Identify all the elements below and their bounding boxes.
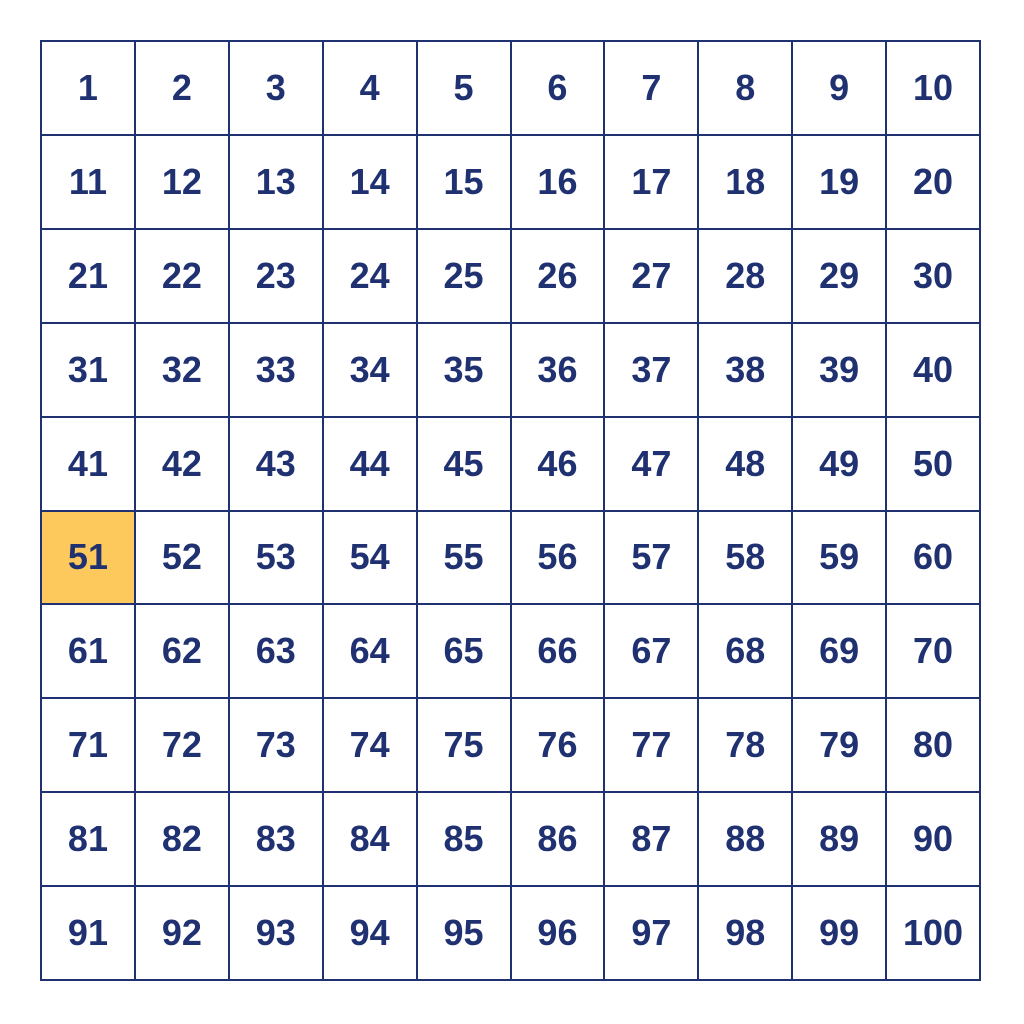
grid-cell-62[interactable]: 62 — [135, 604, 229, 698]
grid-cell-98[interactable]: 98 — [698, 886, 792, 980]
grid-cell-17[interactable]: 17 — [604, 135, 698, 229]
grid-cell-4[interactable]: 4 — [323, 41, 417, 135]
grid-cell-70[interactable]: 70 — [886, 604, 980, 698]
grid-cell-18[interactable]: 18 — [698, 135, 792, 229]
grid-cell-53[interactable]: 53 — [229, 511, 323, 605]
grid-cell-77[interactable]: 77 — [604, 698, 698, 792]
grid-cell-25[interactable]: 25 — [417, 229, 511, 323]
grid-cell-76[interactable]: 76 — [511, 698, 605, 792]
grid-cell-22[interactable]: 22 — [135, 229, 229, 323]
grid-cell-100[interactable]: 100 — [886, 886, 980, 980]
grid-cell-51-highlighted[interactable]: 51 — [41, 511, 135, 605]
grid-cell-15[interactable]: 15 — [417, 135, 511, 229]
grid-cell-60[interactable]: 60 — [886, 511, 980, 605]
grid-cell-90[interactable]: 90 — [886, 792, 980, 886]
grid-cell-42[interactable]: 42 — [135, 417, 229, 511]
grid-cell-34[interactable]: 34 — [323, 323, 417, 417]
grid-cell-73[interactable]: 73 — [229, 698, 323, 792]
grid-cell-29[interactable]: 29 — [792, 229, 886, 323]
grid-cell-91[interactable]: 91 — [41, 886, 135, 980]
grid-cell-24[interactable]: 24 — [323, 229, 417, 323]
grid-cell-31[interactable]: 31 — [41, 323, 135, 417]
grid-cell-39[interactable]: 39 — [792, 323, 886, 417]
grid-cell-56[interactable]: 56 — [511, 511, 605, 605]
grid-cell-85[interactable]: 85 — [417, 792, 511, 886]
grid-cell-44[interactable]: 44 — [323, 417, 417, 511]
grid-cell-71[interactable]: 71 — [41, 698, 135, 792]
grid-cell-75[interactable]: 75 — [417, 698, 511, 792]
grid-cell-45[interactable]: 45 — [417, 417, 511, 511]
grid-cell-96[interactable]: 96 — [511, 886, 605, 980]
hundred-chart-grid — [40, 40, 981, 981]
grid-cell-52[interactable]: 52 — [135, 511, 229, 605]
grid-cell-21[interactable]: 21 — [41, 229, 135, 323]
grid-cell-35[interactable]: 35 — [417, 323, 511, 417]
grid-cell-3[interactable]: 3 — [229, 41, 323, 135]
grid-cell-43[interactable]: 43 — [229, 417, 323, 511]
grid-cell-65[interactable]: 65 — [417, 604, 511, 698]
grid-cell-80[interactable]: 80 — [886, 698, 980, 792]
grid-cell-58[interactable]: 58 — [698, 511, 792, 605]
grid-cell-46[interactable]: 46 — [511, 417, 605, 511]
grid-cell-64[interactable]: 64 — [323, 604, 417, 698]
grid-cell-1[interactable]: 1 — [41, 41, 135, 135]
grid-cell-67[interactable]: 67 — [604, 604, 698, 698]
grid-cell-84[interactable]: 84 — [323, 792, 417, 886]
grid-cell-54[interactable]: 54 — [323, 511, 417, 605]
grid-cell-79[interactable]: 79 — [792, 698, 886, 792]
grid-cell-30[interactable]: 30 — [886, 229, 980, 323]
grid-cell-9[interactable]: 9 — [792, 41, 886, 135]
grid-cell-66[interactable]: 66 — [511, 604, 605, 698]
grid-cell-74[interactable]: 74 — [323, 698, 417, 792]
grid-cell-97[interactable]: 97 — [604, 886, 698, 980]
grid-cell-48[interactable]: 48 — [698, 417, 792, 511]
grid-cell-5[interactable]: 5 — [417, 41, 511, 135]
grid-cell-28[interactable]: 28 — [698, 229, 792, 323]
grid-cell-13[interactable]: 13 — [229, 135, 323, 229]
grid-cell-32[interactable]: 32 — [135, 323, 229, 417]
grid-cell-10[interactable]: 10 — [886, 41, 980, 135]
grid-cell-99[interactable]: 99 — [792, 886, 886, 980]
grid-cell-40[interactable]: 40 — [886, 323, 980, 417]
grid-cell-92[interactable]: 92 — [135, 886, 229, 980]
grid-cell-37[interactable]: 37 — [604, 323, 698, 417]
grid-cell-61[interactable]: 61 — [41, 604, 135, 698]
grid-cell-27[interactable]: 27 — [604, 229, 698, 323]
grid-cell-57[interactable]: 57 — [604, 511, 698, 605]
grid-cell-14[interactable]: 14 — [323, 135, 417, 229]
grid-cell-82[interactable]: 82 — [135, 792, 229, 886]
grid-cell-38[interactable]: 38 — [698, 323, 792, 417]
grid-cell-36[interactable]: 36 — [511, 323, 605, 417]
grid-cell-8[interactable]: 8 — [698, 41, 792, 135]
grid-cell-88[interactable]: 88 — [698, 792, 792, 886]
grid-cell-87[interactable]: 87 — [604, 792, 698, 886]
grid-cell-33[interactable]: 33 — [229, 323, 323, 417]
grid-cell-59[interactable]: 59 — [792, 511, 886, 605]
grid-cell-7[interactable]: 7 — [604, 41, 698, 135]
grid-cell-78[interactable]: 78 — [698, 698, 792, 792]
grid-cell-12[interactable]: 12 — [135, 135, 229, 229]
grid-cell-63[interactable]: 63 — [229, 604, 323, 698]
grid-cell-68[interactable]: 68 — [698, 604, 792, 698]
grid-cell-94[interactable]: 94 — [323, 886, 417, 980]
grid-cell-49[interactable]: 49 — [792, 417, 886, 511]
grid-cell-69[interactable]: 69 — [792, 604, 886, 698]
grid-cell-86[interactable]: 86 — [511, 792, 605, 886]
grid-cell-93[interactable]: 93 — [229, 886, 323, 980]
grid-cell-2[interactable]: 2 — [135, 41, 229, 135]
grid-cell-83[interactable]: 83 — [229, 792, 323, 886]
grid-cell-16[interactable]: 16 — [511, 135, 605, 229]
grid-cell-81[interactable]: 81 — [41, 792, 135, 886]
grid-cell-47[interactable]: 47 — [604, 417, 698, 511]
grid-cell-26[interactable]: 26 — [511, 229, 605, 323]
grid-cell-41[interactable]: 41 — [41, 417, 135, 511]
grid-cell-89[interactable]: 89 — [792, 792, 886, 886]
grid-cell-6[interactable]: 6 — [511, 41, 605, 135]
grid-cell-23[interactable]: 23 — [229, 229, 323, 323]
grid-cell-55[interactable]: 55 — [417, 511, 511, 605]
grid-cell-19[interactable]: 19 — [792, 135, 886, 229]
grid-cell-95[interactable]: 95 — [417, 886, 511, 980]
grid-cell-20[interactable]: 20 — [886, 135, 980, 229]
grid-cell-50[interactable]: 50 — [886, 417, 980, 511]
grid-cell-11[interactable]: 11 — [41, 135, 135, 229]
grid-cell-72[interactable]: 72 — [135, 698, 229, 792]
